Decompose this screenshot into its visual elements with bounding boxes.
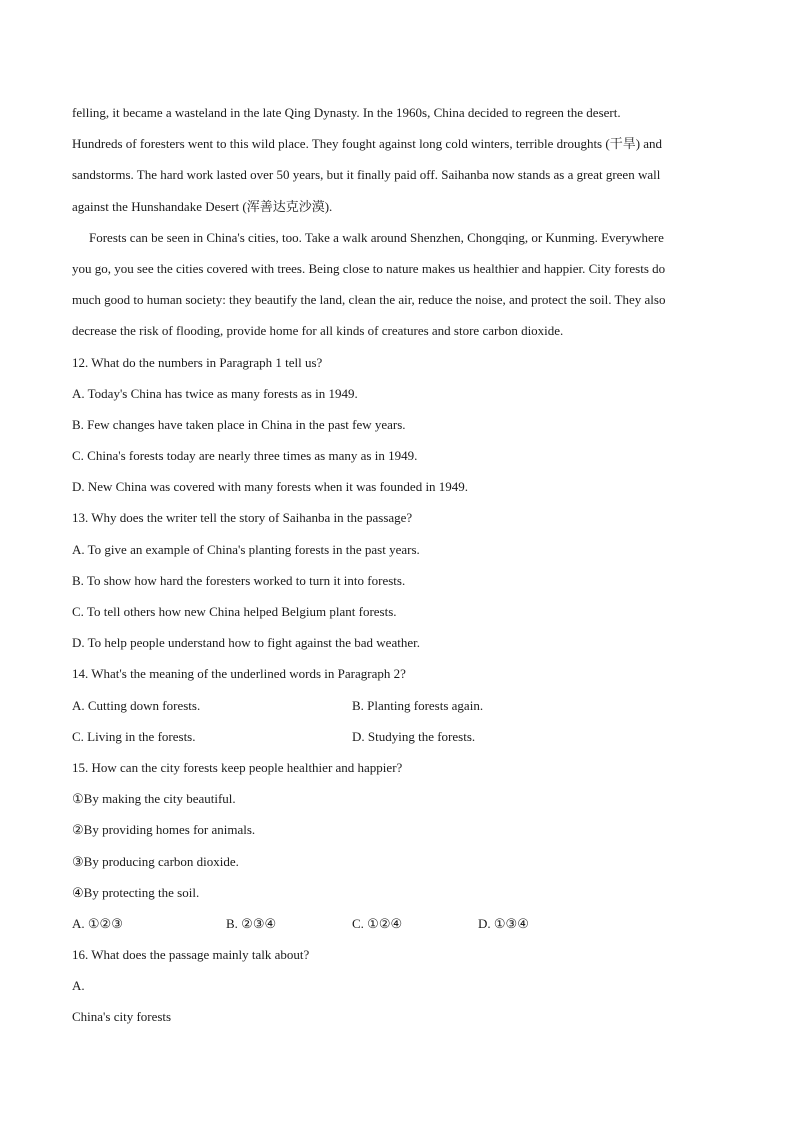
- question-12: [72, 353, 720, 509]
- answer-option-a[interactable]: A. Cutting down forests.: [72, 697, 201, 713]
- answer-option-c[interactable]: C. China's forests today are nearly three times as many as in 1949.: [72, 448, 418, 464]
- exam-page: [72, 103, 720, 1039]
- answer-option-d[interactable]: D. ①③④: [478, 915, 529, 931]
- answer-option-b[interactable]: B. Few changes have taken place in China in the past few years.: [72, 416, 406, 432]
- statement-item: ④By protecting the soil.: [72, 884, 200, 900]
- passage-line: you go, you see the cities covered with trees. Being close to nature makes us healthier and happier. City forests do: [72, 260, 666, 276]
- question-14: [72, 664, 720, 758]
- answer-option-b[interactable]: B. ②③④: [226, 915, 277, 931]
- answer-option-a-text[interactable]: China's city forests: [72, 1009, 172, 1025]
- passage-line: felling, it became a wasteland in the late Qing Dynasty. In the 1960s, China decided to regreen the desert.: [72, 105, 621, 120]
- answer-option-b[interactable]: B. Planting forests again.: [352, 697, 484, 713]
- passage-line: much good to human society: they beautify the land, clean the air, reduce the noise, and protect the soil. They also: [72, 292, 666, 308]
- answer-option-a[interactable]: A. To give an example of China's planting forests in the past years.: [72, 541, 420, 557]
- answer-option-c[interactable]: C. Living in the forests.: [72, 728, 196, 744]
- passage-line: sandstorms. The hard work lasted over 50 years, but it finally paid off. Saihanba now stands as a great green wall: [72, 167, 661, 183]
- passage-line: Hundreds of foresters went to this wild place. They fought against long cold winters, terrible droughts (干旱) and: [72, 136, 663, 152]
- question-stem: 14. What's the meaning of the underlined words in Paragraph 2?: [72, 666, 406, 682]
- answer-option-c[interactable]: C. ①②④: [352, 915, 403, 931]
- answer-option-c[interactable]: C. To tell others how new China helped Belgium plant forests.: [72, 604, 397, 619]
- answer-option-b[interactable]: B. To show how hard the foresters worked to turn it into forests.: [72, 572, 406, 588]
- option-row: [72, 696, 720, 727]
- answer-option-a-letter[interactable]: A.: [72, 978, 85, 994]
- answer-option-d[interactable]: D. To help people understand how to fight against the bad weather.: [72, 635, 420, 651]
- question-stem: 15. How can the city forests keep people healthier and happier?: [72, 759, 403, 775]
- question-stem: 16. What does the passage mainly talk about?: [72, 947, 310, 963]
- statement-item: ②By providing homes for animals.: [72, 822, 256, 838]
- answer-option-d[interactable]: D. Studying the forests.: [352, 728, 476, 744]
- question-15: [72, 758, 720, 945]
- statement-item: ①By making the city beautiful.: [72, 791, 236, 807]
- reading-passage: [72, 103, 720, 353]
- answer-option-d[interactable]: D. New China was covered with many forests when it was founded in 1949.: [72, 479, 469, 495]
- option-row: [72, 727, 720, 758]
- answer-option-a[interactable]: A. Today's China has twice as many forests as in 1949.: [72, 385, 358, 401]
- question-13: [72, 508, 720, 664]
- passage-line: Forests can be seen in China's cities, too. Take a walk around Shenzhen, Chongqing, or Kunming. Everywhere: [89, 229, 664, 245]
- option-row: [72, 914, 720, 945]
- question-stem: 12. What do the numbers in Paragraph 1 tell us?: [72, 354, 323, 370]
- passage-line: against the Hunshandake Desert (浑善达克沙漠).: [72, 198, 333, 214]
- statement-item: ③By producing carbon dioxide.: [72, 853, 239, 869]
- answer-option-a[interactable]: A. ①②③: [72, 915, 123, 931]
- question-stem: 13. Why does the writer tell the story of Saihanba in the passage?: [72, 510, 413, 526]
- question-16: [72, 945, 720, 1039]
- passage-line: decrease the risk of flooding, provide home for all kinds of creatures and store carbon dioxide.: [72, 323, 564, 339]
